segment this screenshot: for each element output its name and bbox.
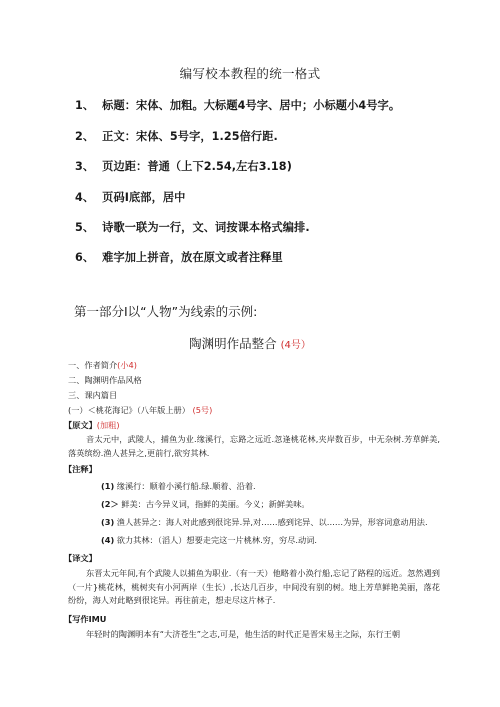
writing-text: 年轻时的陶渊明本有“大济苍生”之志,可是，他生活的时代正是晋宋易主之际，东行王朝 [86,629,401,639]
original-text: 音太元中，武陵人，捕鱼为业.缘溪行，忘路之远近.忽逢桃花林,夹岸数百步，中无杂树.芳草鲜美,落英缤纷.渔人甚异之,更前行,欲穷其林. [68,434,440,458]
rule-number: 4、 [75,191,95,204]
rule-number: 2、 [75,130,95,143]
outline-item-1 [68,360,137,371]
rule-number: 5、 [75,221,95,234]
note-number: (1) [101,481,115,491]
part-heading: 第一部分I以“人物”为线索的示例: [74,304,258,319]
section-original-note: (加粗) [96,420,120,430]
rule-number: 6、 [75,251,95,264]
note-number: (2＞ [101,499,119,509]
section-original-heading [64,420,120,431]
note-number: (3) [101,517,115,527]
rule-number: 1、 [75,99,95,112]
outline-subitem [68,405,212,416]
rule-text: 页码I底部，居中 [102,191,186,204]
note-item-4 [101,535,317,546]
subtitle-text: 陶渊明作品整合 [189,336,277,351]
section-original-label: 【原文】 [64,420,97,430]
outline-item-3: 三、课内篇目 [68,390,118,400]
outline-item-1-text: 一、作者简介 [68,360,118,370]
note-text: 欲力其林：（滔人）想要走完这一片桃林.穷，穷尽.动词. [116,535,318,545]
note-text: 鲜美：古今异义词，指鲜的美丽。今义；新鲜美味。 [121,499,310,509]
section-translation-heading: 【译文】 [64,553,97,563]
subtitle-note: (4号） [280,340,311,351]
document-title: 编写校本教程的统一格式 [179,66,321,81]
rule-text: 难字加上拼音，放在原文或者注释里 [102,251,283,264]
note-text: 缘溪行：顺着小溪行船.绿.顺着、沿着. [116,481,256,491]
outline-subitem-text: (一）＜桃花海记》（八年版上册） [68,405,190,415]
rule-text: 页边距：普通（上下2.54,左右3.18) [102,160,292,173]
rule-text: 正文：宋体、5号字，1.25倍行距. [102,130,278,143]
rule-item-5 [75,219,310,235]
outline-item-1-note: (小4) [117,360,137,370]
translation-text: 东晋太元年间,有个武陵人以捕鱼为职业.（有一天）他略着小涣行船,忘记了路程的远近。忽然遇到（一片}桃花林，桃树夹有小河两岸（生长）,长达几百步，中间没有别的树。地上芳草鲜艳美丽，落花纷纷，海人对此略到很诧异。再往前走，想走尽这片林子. [68,568,440,605]
rule-number: 3、 [75,160,95,173]
section-notes-heading: 【注释】 [64,464,97,474]
rule-item-6 [75,249,283,265]
note-item-2 [101,499,310,510]
note-text: 渔人甚异之：海人对此感到很诧异.异,对……感到诧异、以……为异，形容词意动用法. [116,517,428,527]
outline-item-2: 二、陶渊明作品风格 [68,375,142,385]
rule-item-3 [75,158,292,174]
rule-item-2 [75,128,278,144]
note-item-1 [101,481,256,492]
section-writing-heading: 【写作IMU [64,614,107,624]
outline-subitem-note: (5号) [192,405,213,415]
rule-text: 标题：宋体、加粗。大标题4号字、居中；小标题小4号字。 [102,99,401,112]
note-number: (4) [101,535,115,545]
section-subtitle [0,334,500,352]
note-item-3 [101,517,428,528]
rule-text: 诗歌一联为一行，文、词按课本格式编排. [102,221,310,234]
rule-item-4 [75,189,185,205]
rule-item-1 [75,97,400,113]
